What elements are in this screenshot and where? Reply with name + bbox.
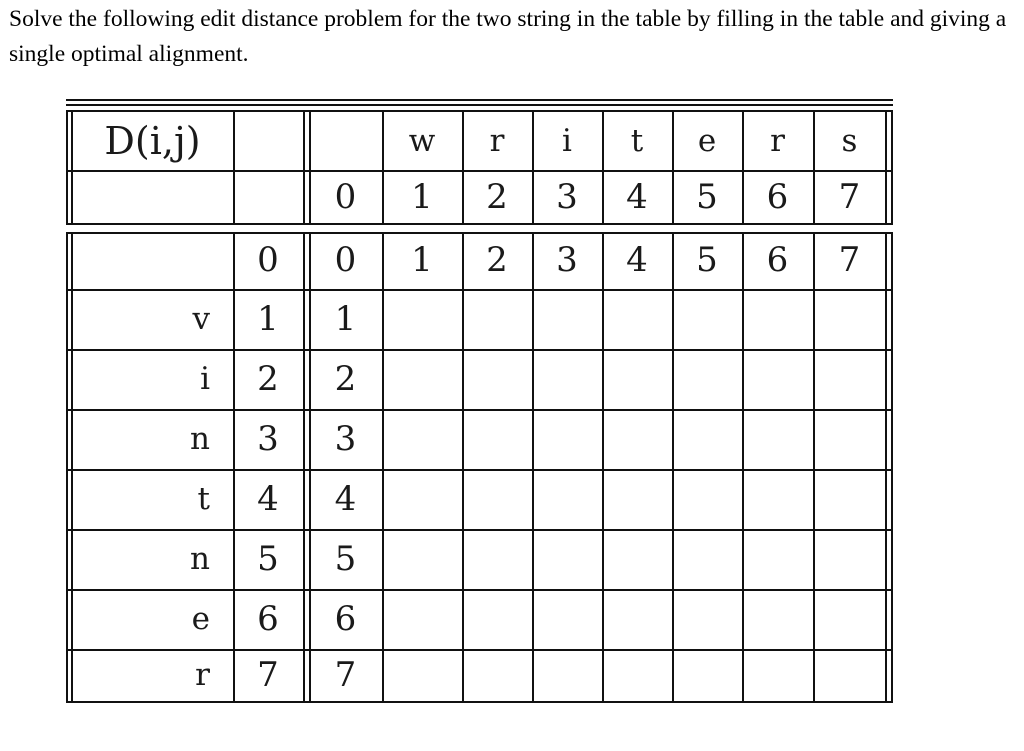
empty-dp-cell[interactable] [384,651,460,699]
empty-dp-cell[interactable] [604,411,670,467]
side-string-letter: i [200,361,210,397]
empty-dp-cell[interactable] [674,411,740,467]
table-vline [71,232,73,703]
empty-dp-cell[interactable] [815,651,884,699]
dp-first-col-cell: 4 [334,479,357,519]
empty-dp-cell[interactable] [815,471,884,527]
top-string-letter: r [770,123,785,159]
empty-dp-cell[interactable] [674,531,740,587]
top-string-letter: s [841,123,858,159]
empty-dp-cell[interactable] [604,651,670,699]
side-index-cell: 4 [257,479,279,519]
side-string-letter: v [192,301,210,337]
top-string-letter: r [489,123,505,159]
table-vline [233,110,235,225]
top-index-cell: 0 [334,177,357,217]
empty-dp-cell[interactable] [674,591,740,647]
table-vline [885,232,887,703]
side-index-cell: 3 [257,419,279,459]
empty-dp-cell[interactable] [604,591,670,647]
empty-dp-cell[interactable] [815,531,884,587]
empty-dp-cell[interactable] [674,291,740,347]
empty-dp-cell[interactable] [604,531,670,587]
empty-dp-cell[interactable] [604,351,670,407]
top-index-cell: 4 [626,177,648,217]
dp-first-col-cell: 5 [334,539,357,579]
empty-dp-cell[interactable] [384,471,460,527]
side-string-letter: n [190,541,210,577]
table-vline [891,232,893,703]
empty-dp-cell[interactable] [534,651,600,699]
side-index-cell: 6 [257,599,279,639]
empty-dp-cell[interactable] [534,471,600,527]
side-index-cell: 7 [257,655,279,695]
dp-first-col-cell: 3 [334,419,357,459]
top-index-cell: 6 [766,177,789,217]
empty-dp-cell[interactable] [674,471,740,527]
table-hline [66,701,893,703]
empty-dp-cell[interactable] [464,651,530,699]
dp-row-0-cell: 4 [626,240,648,280]
table-vline [303,110,305,225]
side-string-letter: n [190,421,210,457]
top-string-letter: i [562,123,572,159]
corner-label: D(i,j) [104,119,201,163]
empty-dp-cell[interactable] [464,591,530,647]
top-index-cell: 1 [411,177,433,217]
dp-row-0-cell: 5 [696,240,718,280]
empty-dp-cell[interactable] [744,351,811,407]
side-index-cell: 1 [257,299,279,339]
empty-dp-cell[interactable] [744,291,811,347]
dp-first-col-cell: 6 [334,599,357,639]
table-vline [303,232,305,703]
empty-dp-cell[interactable] [534,411,600,467]
dp-row-0-cell: 7 [838,240,861,280]
empty-dp-cell[interactable] [604,471,670,527]
empty-dp-cell[interactable] [464,351,530,407]
table-top-rule [66,99,893,101]
top-index-cell: 7 [838,177,861,217]
top-string-letter: w [408,123,436,159]
top-string-letter: e [697,123,717,159]
empty-dp-cell[interactable] [464,291,530,347]
top-index-cell: 3 [556,177,578,217]
table-vline [66,110,68,225]
top-string-letter: t [630,123,644,159]
dp-row-0-cell: 6 [766,240,789,280]
dp-first-col-cell: 7 [334,655,357,695]
side-string-letter: e [191,601,210,637]
dp-row-0-cell: 1 [411,240,433,280]
top-index-cell: 5 [696,177,718,217]
empty-dp-cell[interactable] [534,351,600,407]
empty-dp-cell[interactable] [604,291,670,347]
empty-dp-cell[interactable] [744,471,811,527]
empty-dp-cell[interactable] [534,591,600,647]
dp-first-col-cell: 1 [334,299,357,339]
empty-dp-cell[interactable] [384,411,460,467]
empty-dp-cell[interactable] [744,531,811,587]
dp-row-0-cell: 3 [556,240,578,280]
empty-dp-cell[interactable] [674,351,740,407]
dp-row-0-cell: 2 [486,240,508,280]
empty-dp-cell[interactable] [815,291,884,347]
table-top-rule-2 [66,104,893,106]
dp-row-0-cell: 0 [257,240,279,280]
dp-row-0-cell: 0 [334,240,357,280]
empty-dp-cell[interactable] [384,351,460,407]
empty-dp-cell[interactable] [815,411,884,467]
empty-dp-cell[interactable] [384,291,460,347]
empty-dp-cell[interactable] [744,411,811,467]
empty-dp-cell[interactable] [384,591,460,647]
empty-dp-cell[interactable] [534,291,600,347]
empty-dp-cell[interactable] [384,531,460,587]
side-string-letter: r [195,657,210,693]
empty-dp-cell[interactable] [674,651,740,699]
empty-dp-cell[interactable] [464,531,530,587]
empty-dp-cell[interactable] [534,531,600,587]
empty-dp-cell[interactable] [815,351,884,407]
empty-dp-cell[interactable] [744,651,811,699]
side-string-letter: t [197,481,210,517]
empty-dp-cell[interactable] [744,591,811,647]
empty-dp-cell[interactable] [464,471,530,527]
table-vline [66,232,68,703]
empty-dp-cell[interactable] [815,591,884,647]
empty-dp-cell[interactable] [464,411,530,467]
side-index-cell: 2 [257,359,279,399]
table-vline [891,110,893,225]
dp-first-col-cell: 2 [334,359,357,399]
top-index-cell: 2 [486,177,508,217]
side-index-cell: 5 [257,539,279,579]
problem-statement: Solve the following edit distance problem for the two string in the table by filling in the table and giving a single optimal alignment. [9,6,1007,67]
